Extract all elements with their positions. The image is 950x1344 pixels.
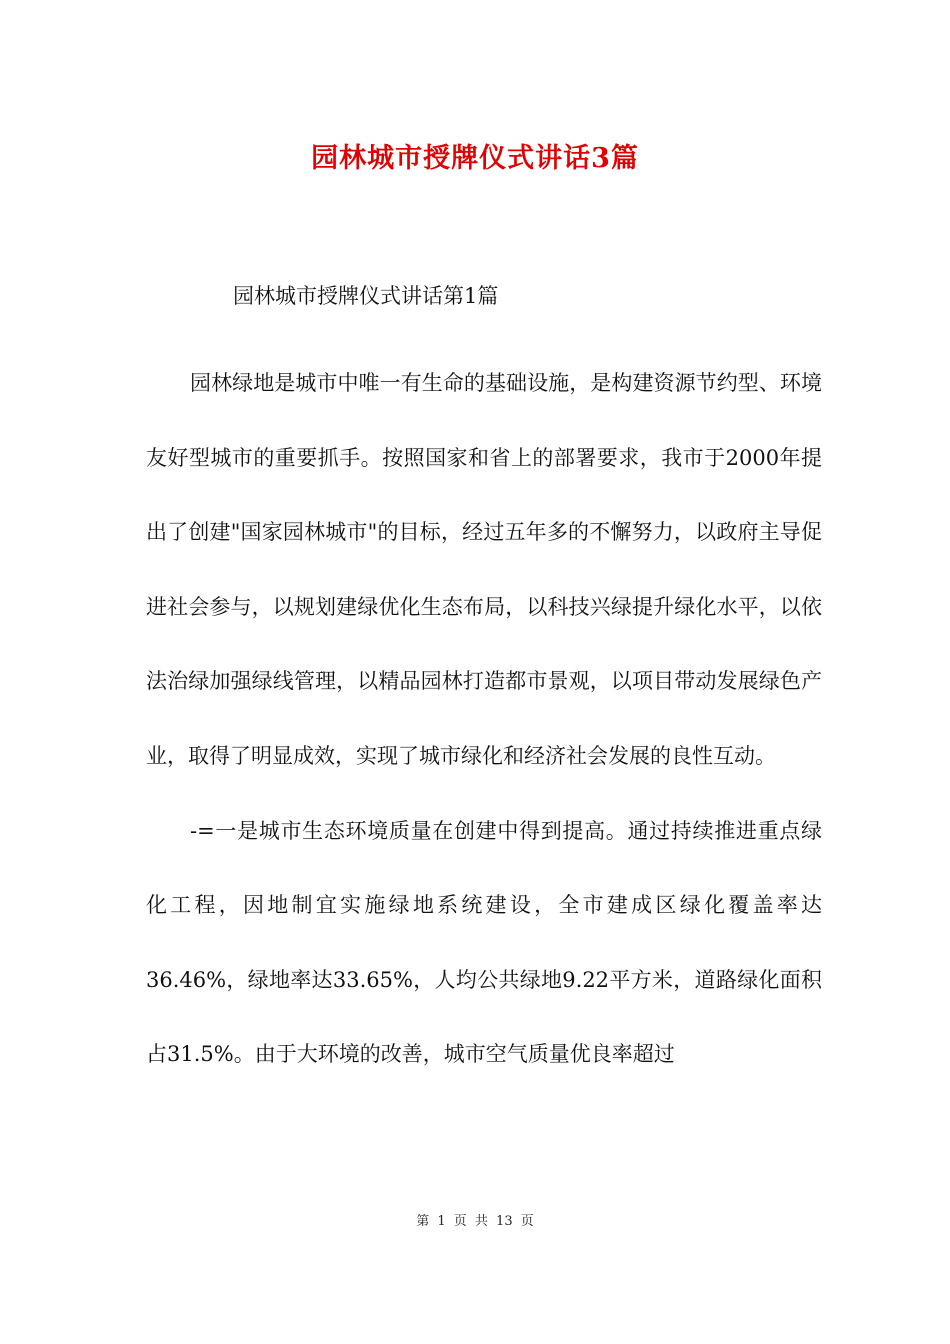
paragraph-1: 园林绿地是城市中唯一有生命的基础设施，是构建资源节约型、环境友好型城市的重要抓手。按照国家和省上的部署要求，我市于2000年提出了创建"国家园林城市"的目标，经过五年多的不懈努力，以政府主导促进社会参与，以规划建绿优化生态布局，以科技兴绿提升绿化水平，以依法治绿加强绿线管理，以精品园林打造都市景观，以项目带动发展绿色产业，取得了明显成效，实现了城市绿化和经济社会发展的良性互动。	[146, 371, 822, 768]
page-number-footer: 第 1 页 共 13 页	[416, 1214, 534, 1229]
document-title: 园林城市授牌仪式讲话3篇	[311, 143, 639, 174]
paragraph-2: -=一是城市生态环境质量在创建中得到提高。通过持续推进重点绿化工程，因地制宜实施绿地系统建设，全市建成区绿化覆盖率达36.46%，绿地率达33.65%，人均公共绿地9.22平方米，道路绿化面积占31.5%。由于大环境的改善，城市空气质量优良率超过	[146, 818, 822, 1067]
document-body	[146, 346, 822, 1092]
section-heading: 园林城市授牌仪式讲话第1篇	[233, 284, 499, 308]
